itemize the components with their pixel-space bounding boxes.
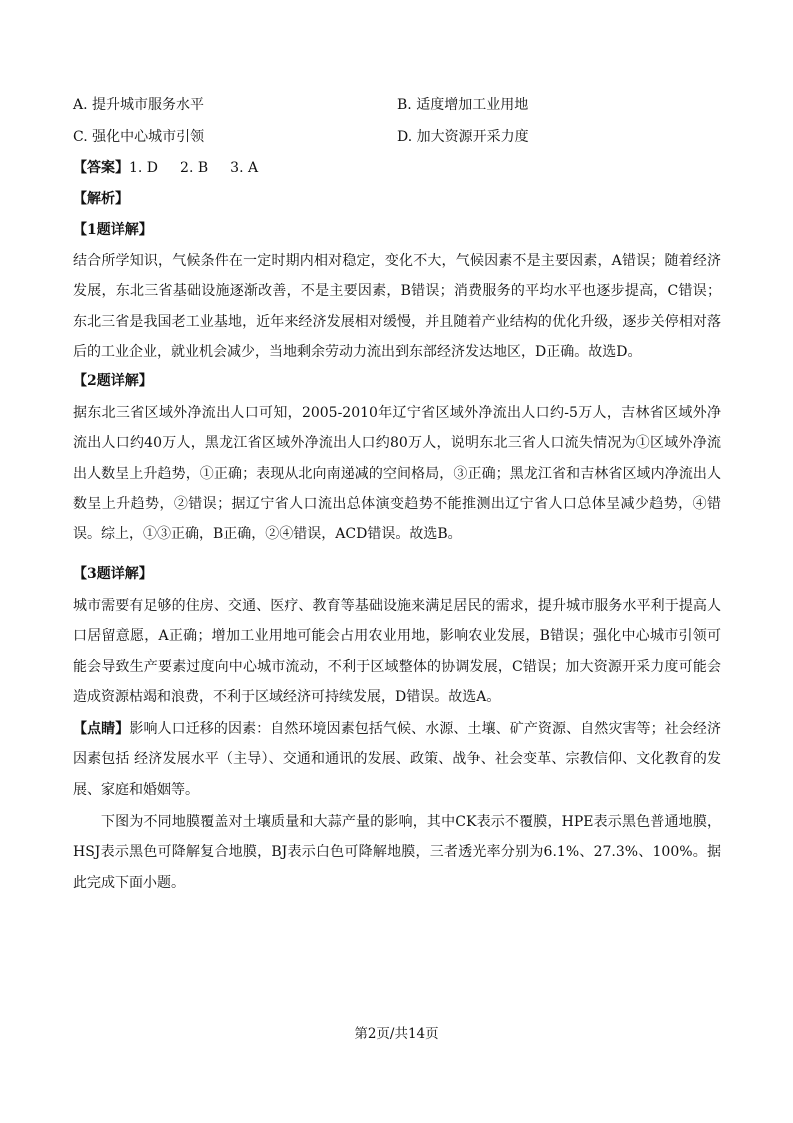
answer-line <box>73 160 723 177</box>
answer-item: 2. B <box>180 160 209 176</box>
q1-heading: 【1题详解】 <box>73 222 153 238</box>
answer-label: 【答案】 <box>73 160 129 176</box>
q1-explanation: 结合所学知识，气候条件在一定时期内相对稳定，变化不大，气候因素不是主要因素，A错误；随着经济发展，东北三省基础设施逐渐改善，不是主要因素，B错误；消费服务的平均水平也逐步提高，C错误；东北三省是我国老工业基地，近年来经济发展相对缓慢，并且随着产业结构的优化升级，逐步关停相对落后的工业企业，就业机会减少，当地剩余劳动力流出到东部经济发达地区，D正确。故选D。 <box>73 253 721 360</box>
option-d: D. 加大资源开采力度 <box>397 129 529 145</box>
option-c: C. 强化中心城市引领 <box>73 129 205 145</box>
q3-heading: 【3题详解】 <box>73 566 153 582</box>
analysis-label: 【解析】 <box>73 191 129 207</box>
q3-explanation: 城市需要有足够的住房、交通、医疗、教育等基础设施来满足居民的需求，提升城市服务水平利于提高人口居留意愿，A正确；增加工业用地可能会占用农业用地，影响农业发展，B错误；强化中心城市引领可能会导致生产要素过度向中心城市流动，不利于区域整体的协调发展，C错误；加大资源开采力度可能会造成资源枯竭和浪费，不利于区域经济可持续发展，D错误。故选A。 <box>73 598 721 705</box>
key-point-label: 【点睛】 <box>73 721 130 737</box>
answer-item: 1. D <box>129 160 159 176</box>
option-a: A. 提升城市服务水平 <box>73 97 205 113</box>
q2-heading: 【2题详解】 <box>73 373 153 389</box>
q2-explanation: 据东北三省区域外净流出人口可知，2005-2010年辽宁省区域外净流出人口约-5万人，吉林省区域外净流出人口约40万人，黑龙江省区域外净流出人口约80万人，说明东北三省人口流失情况为①区域外净流出人数呈上升趋势，①正确；表现从北向南递减的空间格局，③正确；黑龙江省和吉林省区域内净流出人数呈上升趋势，②错误；据辽宁省人口流出总体演变趋势不能推测出辽宁省人口总体呈减少趋势，④错误。综上，①③正确，B正确，②④错误，ACD错误。故选B。 <box>73 405 721 543</box>
answer-item: 3. A <box>230 160 259 176</box>
key-point-text: 影响人口迁移的因素：自然环境因素包括气候、水源、土壤、矿产资源、自然灾害等；社会经济因素包括 经济发展水平（主导）、交通和通讯的发展、政策、战争、社会变革、宗教信仰、文化教育的发展、家庭和婚姻等。 <box>73 721 722 798</box>
key-point <box>73 714 721 805</box>
next-question-intro: 下图为不同地膜覆盖对土壤质量和大蒜产量的影响，其中CK表示不覆膜，HPE表示黑色普通地膜，HSJ表示黑色可降解复合地膜，BJ表示白色可降解地膜，三者透光率分别为6.1%、27.3%、100%。据此完成下面小题。 <box>73 814 721 891</box>
page-number: 第2页/共14页 <box>354 1026 439 1042</box>
option-b: B. 适度增加工业用地 <box>397 97 529 113</box>
